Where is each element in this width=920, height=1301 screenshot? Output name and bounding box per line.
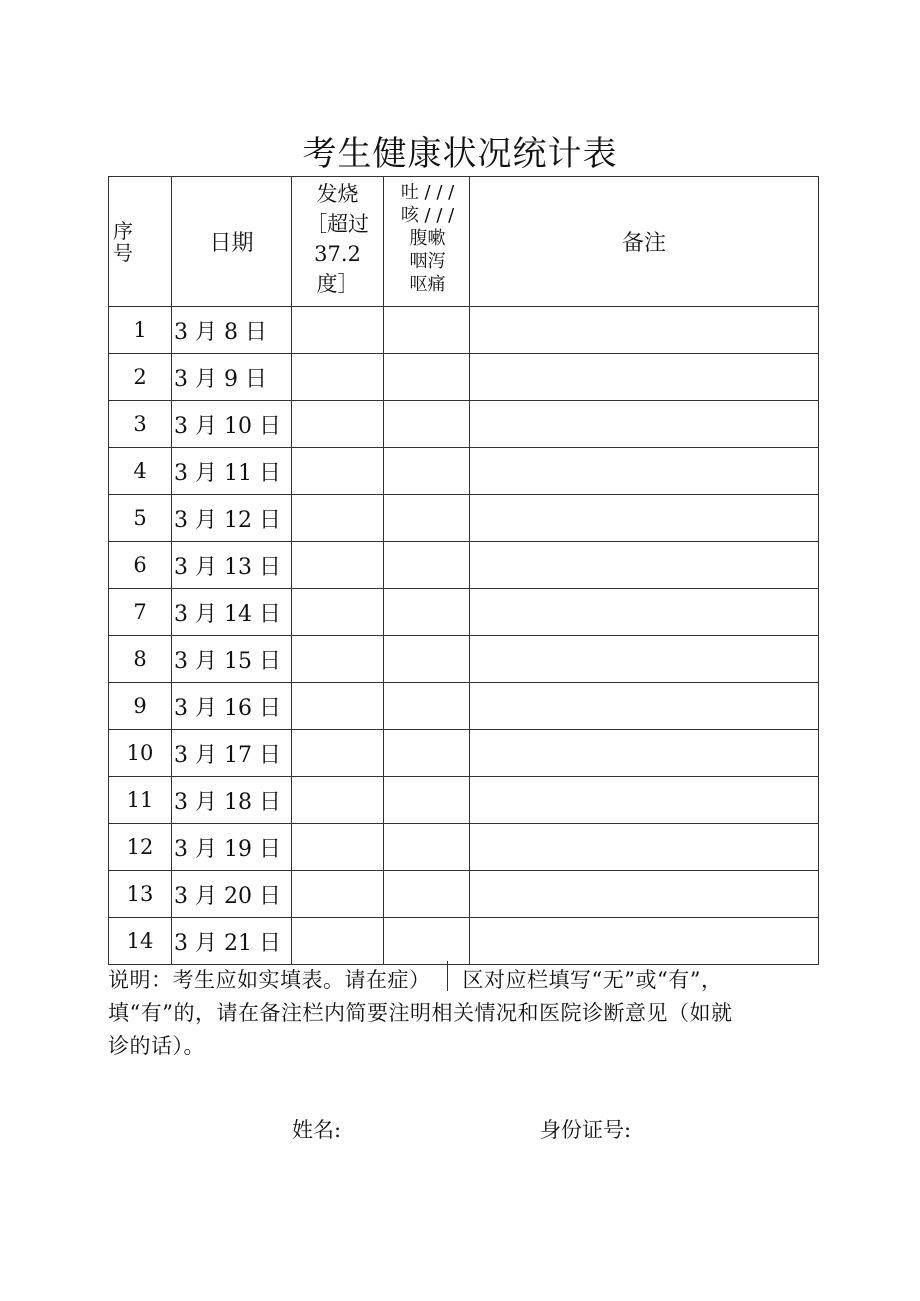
table-row [109, 777, 819, 824]
cell-note[interactable] [470, 354, 819, 401]
table-row [109, 307, 819, 354]
header-fever-line: 37.2 [314, 242, 361, 266]
page-title: 考生健康状况统计表 [302, 134, 618, 174]
cell-symptoms[interactable] [384, 448, 470, 495]
cell-date: 3 月 17 日 [172, 730, 292, 777]
cell-symptoms[interactable] [384, 918, 470, 965]
cell-fever[interactable] [292, 636, 384, 683]
cell-seq: 14 [109, 918, 172, 965]
health-status-table [108, 176, 819, 965]
cell-date: 3 月 12 日 [172, 495, 292, 542]
cell-symptoms[interactable] [384, 683, 470, 730]
cell-seq: 12 [109, 824, 172, 871]
cell-symptoms[interactable] [384, 589, 470, 636]
table-row [109, 824, 819, 871]
table-row [109, 918, 819, 965]
cell-fever[interactable] [292, 495, 384, 542]
table-row [109, 730, 819, 777]
cell-date: 3 月 8 日 [172, 307, 292, 354]
cell-date: 3 月 14 日 [172, 589, 292, 636]
cell-date: 3 月 15 日 [172, 636, 292, 683]
header-seq-line: 序 [113, 218, 133, 243]
cell-fever[interactable] [292, 448, 384, 495]
table-row [109, 354, 819, 401]
header-symptoms-line: 咽泻 [409, 251, 446, 272]
header-seq [109, 177, 172, 307]
cell-fever[interactable] [292, 871, 384, 918]
header-symptoms-line: 腹嗽 [409, 228, 446, 249]
cell-symptoms[interactable] [384, 824, 470, 871]
instructions-text: 区对应栏填写“无”或“有”， [462, 968, 723, 992]
cell-symptoms[interactable] [384, 871, 470, 918]
cell-symptoms[interactable] [384, 636, 470, 683]
header-date: 日期 [172, 177, 292, 307]
instructions-line-1 [108, 964, 820, 997]
cell-seq: 5 [109, 495, 172, 542]
table-header-row [109, 177, 819, 307]
name-label: 姓名: [292, 1118, 342, 1142]
cell-seq: 13 [109, 871, 172, 918]
cell-date: 3 月 21 日 [172, 918, 292, 965]
header-symptoms-line: 吐 / / / [400, 182, 455, 203]
cell-note[interactable] [470, 918, 819, 965]
table-row [109, 448, 819, 495]
header-fever-line: 度］ [316, 272, 359, 296]
cell-fever[interactable] [292, 683, 384, 730]
cell-date: 3 月 13 日 [172, 542, 292, 589]
instructions-line-2: 填“有”的，请在备注栏内简要注明相关情况和医院诊断意见（如就 [108, 1001, 733, 1025]
cell-symptoms[interactable] [384, 730, 470, 777]
header-symptoms [384, 177, 470, 307]
header-note: 备注 [470, 177, 819, 307]
cell-fever[interactable] [292, 542, 384, 589]
cell-seq: 2 [109, 354, 172, 401]
cell-note[interactable] [470, 777, 819, 824]
cell-note[interactable] [470, 401, 819, 448]
cell-note[interactable] [470, 589, 819, 636]
cell-date: 3 月 20 日 [172, 871, 292, 918]
cell-fever[interactable] [292, 589, 384, 636]
instructions-text: 说明：考生应如实填表。请在症） [108, 968, 431, 992]
cell-seq: 4 [109, 448, 172, 495]
cell-note[interactable] [470, 730, 819, 777]
header-seq-line: 号 [113, 240, 133, 265]
cell-seq: 3 [109, 401, 172, 448]
header-fever [292, 177, 384, 307]
cell-seq: 6 [109, 542, 172, 589]
table-row [109, 636, 819, 683]
cell-note[interactable] [470, 871, 819, 918]
cell-date: 3 月 16 日 [172, 683, 292, 730]
cell-date: 3 月 11 日 [172, 448, 292, 495]
cell-fever[interactable] [292, 777, 384, 824]
table-row [109, 542, 819, 589]
cell-note[interactable] [470, 448, 819, 495]
cell-symptoms[interactable] [384, 354, 470, 401]
id-number-label: 身份证号: [540, 1118, 632, 1142]
cell-date: 3 月 10 日 [172, 401, 292, 448]
cell-seq: 9 [109, 683, 172, 730]
header-fever-line: ［超过 [306, 212, 369, 236]
cell-date: 3 月 9 日 [172, 354, 292, 401]
cell-date: 3 月 19 日 [172, 824, 292, 871]
cell-seq: 11 [109, 777, 172, 824]
cell-fever[interactable] [292, 824, 384, 871]
cell-fever[interactable] [292, 730, 384, 777]
cell-seq: 7 [109, 589, 172, 636]
header-symptoms-line: 咳 / / / [400, 205, 455, 226]
cell-fever[interactable] [292, 918, 384, 965]
instructions [108, 964, 820, 1063]
table-row [109, 401, 819, 448]
cell-fever[interactable] [292, 307, 384, 354]
cell-seq: 10 [109, 730, 172, 777]
cell-fever[interactable] [292, 401, 384, 448]
cell-symptoms[interactable] [384, 777, 470, 824]
cell-fever[interactable] [292, 354, 384, 401]
cell-note[interactable] [470, 495, 819, 542]
cell-note[interactable] [470, 307, 819, 354]
table-row [109, 871, 819, 918]
cell-note[interactable] [470, 683, 819, 730]
cell-note[interactable] [470, 824, 819, 871]
header-symptoms-line: 呕痛 [409, 274, 446, 295]
cell-note[interactable] [470, 542, 819, 589]
table-row [109, 495, 819, 542]
cell-symptoms[interactable] [384, 542, 470, 589]
cell-seq: 8 [109, 636, 172, 683]
cell-seq: 1 [109, 307, 172, 354]
cell-date: 3 月 18 日 [172, 777, 292, 824]
instructions-line-3: 诊的话）。 [108, 1034, 205, 1058]
table-row [109, 683, 819, 730]
cell-symptoms[interactable] [384, 307, 470, 354]
cell-note[interactable] [470, 636, 819, 683]
cell-symptoms[interactable] [384, 495, 470, 542]
table-row [109, 589, 819, 636]
cell-symptoms[interactable] [384, 401, 470, 448]
header-fever-line: 发烧 [316, 182, 359, 206]
